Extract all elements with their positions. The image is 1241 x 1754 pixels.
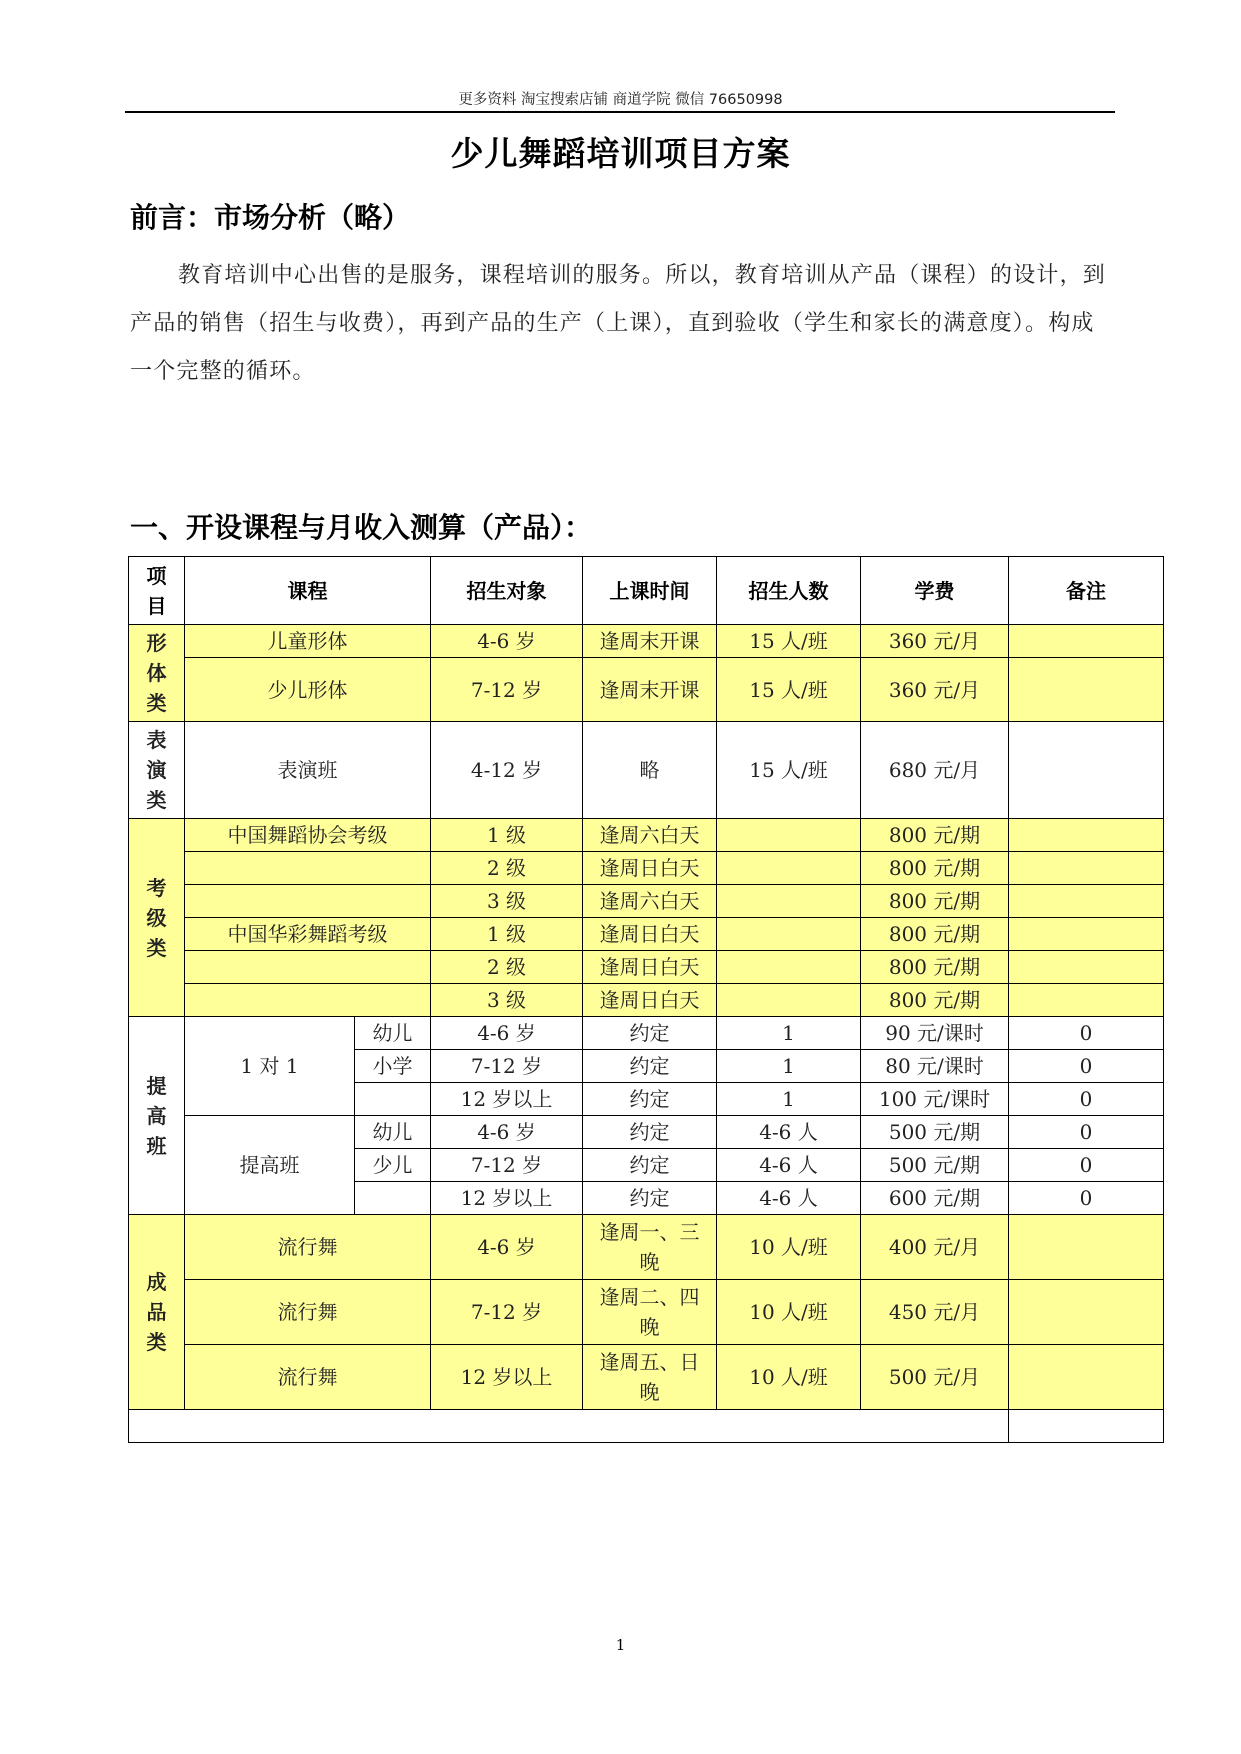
cell-target: 7-12 岁	[431, 1280, 583, 1345]
cell-time: 逢周六白天	[583, 819, 717, 852]
cell-fee: 500 元/月	[861, 1345, 1009, 1410]
cell-fee: 800 元/期	[861, 819, 1009, 852]
cell-note: 0	[1009, 1017, 1164, 1050]
cell-course: 流行舞	[185, 1345, 431, 1410]
cell-fee: 450 元/月	[861, 1280, 1009, 1345]
cell-time: 逢周五、日晚	[583, 1345, 717, 1410]
cell-count: 15 人/班	[717, 722, 861, 819]
cell-count	[717, 852, 861, 885]
table-row	[129, 918, 1164, 951]
cell-note	[1009, 625, 1164, 658]
cell-course	[185, 885, 431, 918]
cell-time: 逢周日白天	[583, 852, 717, 885]
cell-note	[1009, 1215, 1164, 1280]
cell-note: 0	[1009, 1182, 1164, 1215]
cell-level: 小学	[355, 1050, 431, 1083]
header-divider	[125, 111, 1115, 113]
cell-fee: 600 元/期	[861, 1182, 1009, 1215]
table-row	[129, 885, 1164, 918]
cell-course: 流行舞	[185, 1280, 431, 1345]
cell-count	[717, 984, 861, 1017]
cell-count: 10 人/班	[717, 1280, 861, 1345]
cell-target: 1 级	[431, 819, 583, 852]
table-row	[129, 1116, 1164, 1149]
cell-note: 0	[1009, 1050, 1164, 1083]
cell-fee: 80 元/课时	[861, 1050, 1009, 1083]
cell-count: 1	[717, 1083, 861, 1116]
header-course: 课程	[185, 557, 431, 625]
cell-course: 表演班	[185, 722, 431, 819]
cell-count: 4-6 人	[717, 1149, 861, 1182]
cell-note	[1009, 1280, 1164, 1345]
table-body	[129, 557, 1164, 1443]
cell-course	[185, 852, 431, 885]
header-fee: 学费	[861, 557, 1009, 625]
cell-fee: 800 元/期	[861, 984, 1009, 1017]
cell-note	[1009, 1345, 1164, 1410]
cell-target: 7-12 岁	[431, 1050, 583, 1083]
cell-note	[1009, 658, 1164, 722]
header-item: 项 目	[129, 557, 185, 625]
cell-fee: 400 元/月	[861, 1215, 1009, 1280]
cell-count: 10 人/班	[717, 1345, 861, 1410]
cell-fee: 360 元/月	[861, 625, 1009, 658]
cell-course: 中国舞蹈协会考级	[185, 819, 431, 852]
cell-count	[717, 819, 861, 852]
cell-note: 0	[1009, 1083, 1164, 1116]
cell-target: 4-6 岁	[431, 1215, 583, 1280]
cell-target: 4-12 岁	[431, 722, 583, 819]
cell-count: 1	[717, 1017, 861, 1050]
cell-time: 约定	[583, 1017, 717, 1050]
cell-time: 约定	[583, 1116, 717, 1149]
cell-target: 3 级	[431, 885, 583, 918]
cell-level	[355, 1083, 431, 1116]
table-row	[129, 1280, 1164, 1345]
empty-cell	[1009, 1410, 1164, 1443]
table-row	[129, 722, 1164, 819]
preface-paragraph: 教育培训中心出售的是服务，课程培训的服务。所以，教育培训从产品（课程）的设计，到产品的销售（招生与收费），再到产品的生产（上课），直到验收（学生和家长的满意度）。构成一个完整的循环。	[130, 263, 1107, 384]
cell-course: 儿童形体	[185, 625, 431, 658]
cell-note: 0	[1009, 1149, 1164, 1182]
table-row	[129, 1345, 1164, 1410]
cell-level: 幼儿	[355, 1116, 431, 1149]
cell-count: 10 人/班	[717, 1215, 861, 1280]
cell-time: 逢周日白天	[583, 984, 717, 1017]
table-row	[129, 951, 1164, 984]
group-label-tigao: 提 高 班	[129, 1017, 185, 1215]
table-row	[129, 658, 1164, 722]
empty-cell	[129, 1410, 1009, 1443]
cell-course	[185, 984, 431, 1017]
cell-count: 15 人/班	[717, 625, 861, 658]
cell-time: 逢周一、三晚	[583, 1215, 717, 1280]
cell-time: 逢周二、四晚	[583, 1280, 717, 1345]
cell-target: 12 岁以上	[431, 1182, 583, 1215]
cell-note: 0	[1009, 1116, 1164, 1149]
cell-count	[717, 885, 861, 918]
table-row	[129, 1215, 1164, 1280]
cell-count: 4-6 人	[717, 1116, 861, 1149]
cell-fee: 800 元/期	[861, 852, 1009, 885]
cell-fee: 100 元/课时	[861, 1083, 1009, 1116]
cell-time: 逢周末开课	[583, 658, 717, 722]
header-note: 备注	[1009, 557, 1164, 625]
group-label-kaoji: 考 级 类	[129, 819, 185, 1017]
cell-target: 1 级	[431, 918, 583, 951]
cell-target: 4-6 岁	[431, 1116, 583, 1149]
table-row	[129, 819, 1164, 852]
section-heading: 一、开设课程与月收入测算（产品）：	[130, 511, 593, 544]
cell-fee: 800 元/期	[861, 951, 1009, 984]
cell-note	[1009, 918, 1164, 951]
table-row	[129, 984, 1164, 1017]
cell-target: 7-12 岁	[431, 658, 583, 722]
table-row	[129, 1017, 1164, 1050]
cell-time: 逢周日白天	[583, 918, 717, 951]
cell-fee: 90 元/课时	[861, 1017, 1009, 1050]
cell-course: 少儿形体	[185, 658, 431, 722]
cell-fee: 800 元/期	[861, 885, 1009, 918]
cell-course: 1 对 1	[185, 1017, 355, 1116]
cell-target: 7-12 岁	[431, 1149, 583, 1182]
table-empty-row	[129, 1410, 1164, 1443]
cell-target: 2 级	[431, 852, 583, 885]
group-label-biaoyan: 表 演 类	[129, 722, 185, 819]
cell-time: 逢周日白天	[583, 951, 717, 984]
cell-note	[1009, 951, 1164, 984]
cell-fee: 800 元/期	[861, 918, 1009, 951]
cell-target: 4-6 岁	[431, 1017, 583, 1050]
cell-target: 4-6 岁	[431, 625, 583, 658]
document-title: 少儿舞蹈培训项目方案	[450, 134, 791, 173]
cell-count: 4-6 人	[717, 1182, 861, 1215]
header-time: 上课时间	[583, 557, 717, 625]
table-row	[129, 625, 1164, 658]
cell-fee: 680 元/月	[861, 722, 1009, 819]
cell-count	[717, 918, 861, 951]
preface-heading: 前言：市场分析（略）	[130, 201, 411, 234]
cell-note	[1009, 819, 1164, 852]
cell-count: 1	[717, 1050, 861, 1083]
cell-time: 约定	[583, 1083, 717, 1116]
cell-note	[1009, 885, 1164, 918]
cell-note	[1009, 722, 1164, 819]
cell-time: 逢周末开课	[583, 625, 717, 658]
page-number: 1	[615, 1636, 626, 1654]
cell-time: 约定	[583, 1182, 717, 1215]
cell-target: 12 岁以上	[431, 1083, 583, 1116]
group-label-xingti: 形 体 类	[129, 625, 185, 722]
cell-target: 2 级	[431, 951, 583, 984]
cell-note	[1009, 852, 1164, 885]
cell-course: 提高班	[185, 1116, 355, 1215]
course-table	[128, 556, 1164, 1443]
cell-time: 约定	[583, 1149, 717, 1182]
page-header: 更多资料 淘宝搜索店铺 商道学院 微信 76650998	[458, 92, 783, 108]
cell-course: 流行舞	[185, 1215, 431, 1280]
cell-count	[717, 951, 861, 984]
cell-course	[185, 951, 431, 984]
cell-level	[355, 1182, 431, 1215]
cell-note	[1009, 984, 1164, 1017]
header-target: 招生对象	[431, 557, 583, 625]
cell-level: 幼儿	[355, 1017, 431, 1050]
table-header-row	[129, 557, 1164, 625]
cell-fee: 360 元/月	[861, 658, 1009, 722]
table-row	[129, 852, 1164, 885]
header-count: 招生人数	[717, 557, 861, 625]
cell-target: 12 岁以上	[431, 1345, 583, 1410]
cell-fee: 500 元/期	[861, 1149, 1009, 1182]
cell-fee: 500 元/期	[861, 1116, 1009, 1149]
cell-count: 15 人/班	[717, 658, 861, 722]
cell-target: 3 级	[431, 984, 583, 1017]
group-label-chengpin: 成 品 类	[129, 1215, 185, 1410]
cell-time: 略	[583, 722, 717, 819]
cell-level: 少儿	[355, 1149, 431, 1182]
cell-time: 约定	[583, 1050, 717, 1083]
cell-time: 逢周六白天	[583, 885, 717, 918]
cell-course: 中国华彩舞蹈考级	[185, 918, 431, 951]
